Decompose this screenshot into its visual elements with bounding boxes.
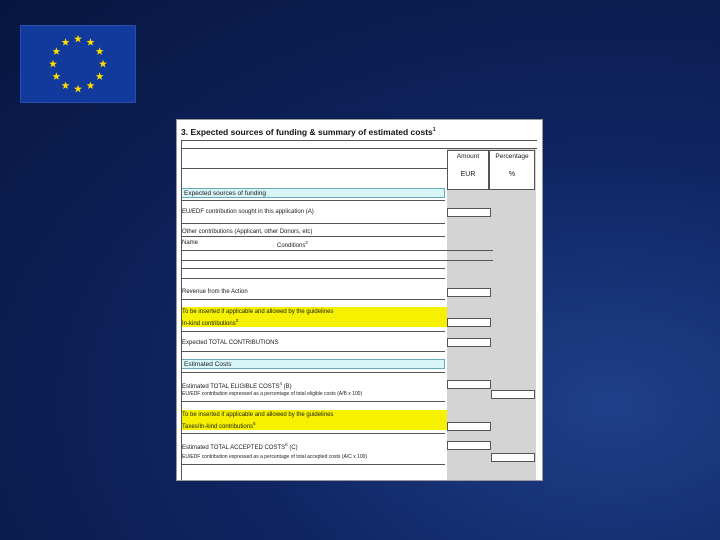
- divider: [181, 200, 445, 201]
- divider: [181, 278, 445, 279]
- row-accepted-costs: Estimated TOTAL ACCEPTED COSTS$^6$ (C): [182, 442, 298, 451]
- sheet-title: 3. Expected sources of funding & summary of estimated costs$^1$: [181, 127, 436, 137]
- divider: [181, 268, 445, 269]
- star-icon: [52, 72, 60, 80]
- divider: [181, 401, 445, 402]
- divider: [181, 351, 445, 352]
- star-icon: [49, 60, 57, 68]
- star-icon: [62, 38, 70, 46]
- divider: [181, 140, 182, 480]
- divider: [181, 223, 445, 224]
- star-icon: [87, 38, 95, 46]
- eligible-amount-cell: [447, 380, 491, 389]
- row-other-contributions: Other contributions (Applicant, other Donors, etc): [182, 229, 313, 235]
- row-total-contributions: Expected TOTAL CONTRIBUTIONS: [182, 340, 279, 346]
- highlight-taxes: To be inserted if applicable and allowed by the guidelines Taxes/In-kind contributions$^5$: [181, 410, 447, 430]
- accepted-amount-cell: [447, 441, 491, 450]
- row-revenue: Revenue from the Action: [182, 289, 248, 295]
- star-icon: [52, 47, 60, 55]
- ec-amount-cell: [447, 208, 491, 217]
- divider: [181, 331, 445, 332]
- star-icon: [99, 60, 107, 68]
- row-ec-percentage-accepted: EU/EDF contribution expressed as a percentage of total accepted costs (A/C x 100): [182, 454, 368, 460]
- divider: [181, 148, 537, 149]
- star-icon: [74, 35, 82, 43]
- divider: [181, 250, 493, 251]
- section-costs-header: Estimated Costs: [181, 359, 445, 369]
- highlight-in-kind: To be inserted if applicable and allowed by the guidelines In-kind contributions$^3$: [181, 307, 447, 327]
- total-contrib-amount-cell: [447, 338, 491, 347]
- star-icon: [74, 85, 82, 93]
- divider: [181, 464, 445, 465]
- star-icon: [96, 72, 104, 80]
- divider: [181, 260, 493, 261]
- row-name: Name Conditions$^2$: [182, 240, 308, 249]
- divider: [181, 372, 445, 373]
- amount-header: Amount EUR: [447, 150, 489, 190]
- in-kind-amount-cell: [447, 318, 491, 327]
- percentage-header: Percentage %: [489, 150, 535, 190]
- star-icon: [96, 47, 104, 55]
- ec-percentage-accepted-cell: [491, 453, 535, 462]
- revenue-amount-cell: [447, 288, 491, 297]
- divider: [181, 433, 445, 434]
- row-eligible-costs: Estimated TOTAL ELIGIBLE COSTS$^4$ (B): [182, 381, 292, 390]
- divider: [181, 299, 445, 300]
- funding-table-image: [176, 119, 543, 481]
- divider: [181, 236, 445, 237]
- eu-flag-stars: [21, 26, 135, 102]
- ec-percentage-cell: [491, 390, 535, 399]
- star-icon: [62, 81, 70, 89]
- section-funding-header: Expected sources of funding: [181, 188, 445, 198]
- row-ec-contribution: EU/EDF contribution sought in this application (A): [182, 209, 314, 215]
- row-ec-percentage: EU/EDF contribution expressed as a percentage of total eligible costs (A/B x 100): [182, 391, 363, 397]
- divider: [181, 140, 537, 141]
- taxes-amount-cell: [447, 422, 491, 431]
- divider: [181, 168, 447, 169]
- eu-flag-icon: [20, 25, 136, 103]
- star-icon: [87, 81, 95, 89]
